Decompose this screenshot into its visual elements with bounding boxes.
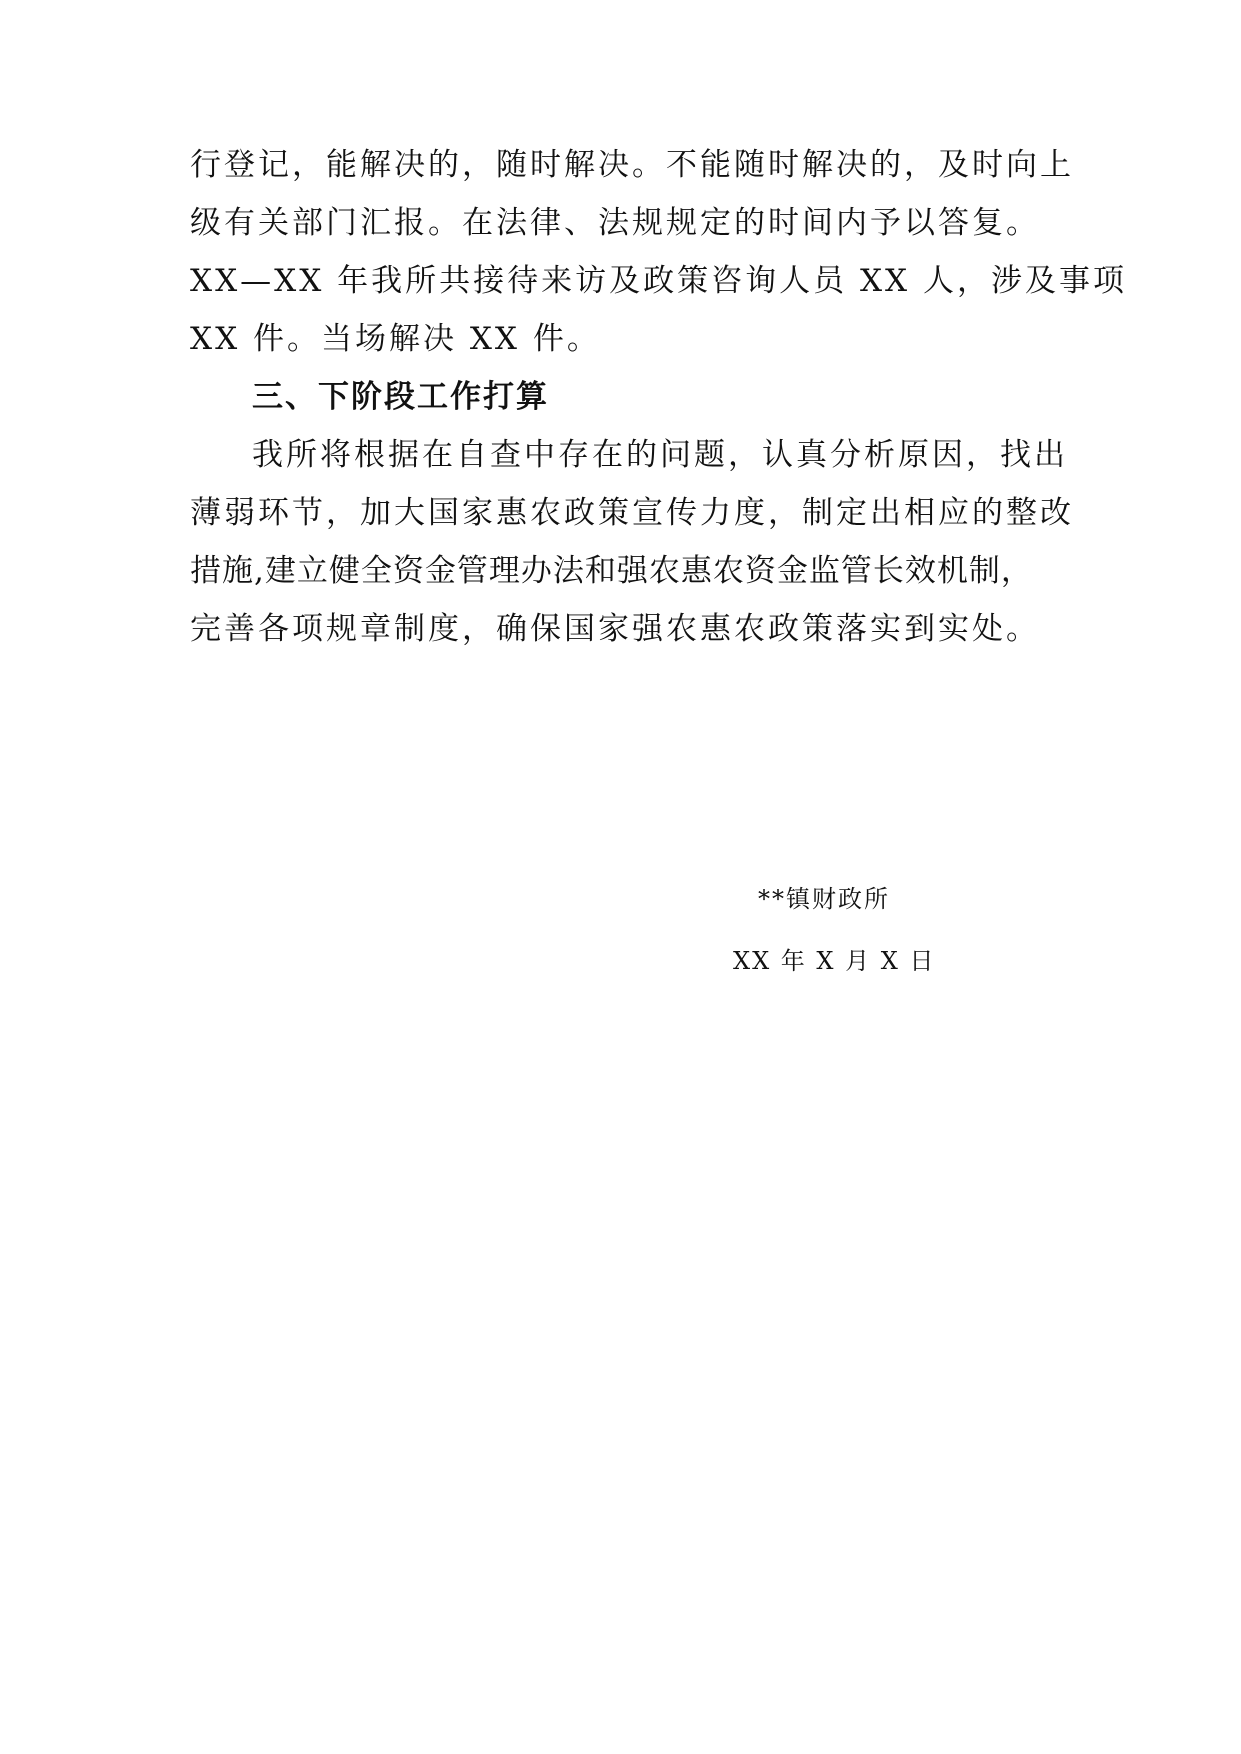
paragraph-line: XX—XX 年我所共接待来访及政策咨询人员 XX 人，涉及事项 <box>190 263 1127 299</box>
paragraph-line: XX 件。当场解决 XX 件。 <box>190 321 601 357</box>
signature-date: XX 年 X 月 X 日 <box>733 947 936 975</box>
paragraph-line: 完善各项规章制度，确保国家强农惠农政策落实到实处。 <box>190 611 1040 647</box>
section-heading: 三、下阶段工作打算 <box>252 379 549 415</box>
paragraph-line: 级有关部门汇报。在法律、法规规定的时间内予以答复。 <box>190 205 1040 241</box>
paragraph-line: 行登记，能解决的，随时解决。不能随时解决的，及时向上 <box>190 147 1074 183</box>
signature-organization: **镇财政所 <box>758 885 890 913</box>
paragraph-line: 薄弱环节，加大国家惠农政策宣传力度，制定出相应的整改 <box>190 495 1074 531</box>
paragraph-line: 措施,建立健全资金管理办法和强农惠农资金监管长效机制， <box>190 553 1033 589</box>
paragraph-line: 我所将根据在自查中存在的问题，认真分析原因，找出 <box>252 437 1068 473</box>
